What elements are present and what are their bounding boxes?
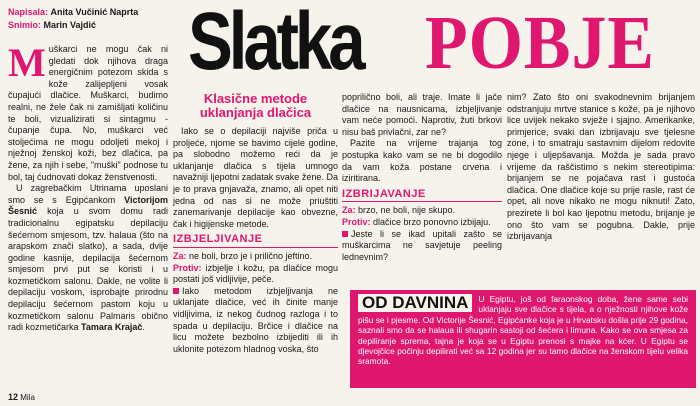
page-footer <box>8 392 35 402</box>
page-number: 12 <box>8 392 19 402</box>
photographer-name: Marin Vajdić <box>43 20 97 30</box>
col3-paragraph-2: Pazite na vrijeme trajanja tog postupka kako vam se ne bi dogodilo da vam koža postane crvena i iziritirana. <box>342 138 502 184</box>
shaving-paragraph <box>342 229 502 264</box>
pro-label: Za: <box>342 205 356 216</box>
headline <box>188 0 700 86</box>
shaving-pro <box>342 205 502 217</box>
classic-paragraph: Iako se o depilaciji najviše priča u proljeće, njome se bavimo cijele godine, pa slobodno možemo reći da je uklanjanje dlačica s tijela umnogo navažniji ljepotni zadatak svake žene. Da je to prava gnjavaža, znamo, ali opet niti jedna od nas si ne može priuštiti zanemarivanje depilacije kao obvezne, čak i higijenske metode. <box>173 126 338 229</box>
con-label: Protiv: <box>173 262 202 273</box>
section-heading-shaving: IZBRIJAVANJE <box>342 189 502 203</box>
shaving-con <box>342 217 502 229</box>
con-text: izbjelje i kožu, pa dlačice mogu postati još vidljivije, peče. <box>173 262 338 285</box>
utrine-paragraph <box>8 183 168 334</box>
headline-part2: POBJE <box>425 1 655 85</box>
section-heading-bleaching: IZBJELJIVANJE <box>173 234 338 248</box>
pro-text: brzo, ne boli, nije skupo. <box>355 205 456 216</box>
column-1 <box>8 40 168 334</box>
photo-label: Snimio: <box>8 20 41 30</box>
intro-text: uškarci ne mogu čak ni gledati dok njihova draga energičnim potezom skida s kože zalijepljeni vosak čupajući dlačice. Muškarci, budimo realni, ne žele čak ni zamišljati količinu te boli, vizualizirati si sintagmu - čupanje čupa. No, muškarci već stoljećima ne mogu odoljeti mekoj i nježnoj ženskoj koži, bez dlačica, pa žene, za njih i sebe, "muški" podnose tu bol, taj ćudnovati dokaz ženstvenosti. <box>8 44 168 182</box>
utrine-text-c: . <box>142 322 145 333</box>
pro-text: ne boli, brzo je i prilično jeftino. <box>186 250 313 261</box>
name-tamara: Tamara Krajač <box>81 322 143 333</box>
column-2 <box>173 92 338 355</box>
col4-paragraph: nim? Zato što oni svakodnevnim brijanjem odstranjuju mrtve stanice s kože, pa je njihovo lice uvijek nekako svježe i sjajno. Amerikanke, primjerice, svaki dan izbrijavaju sve tjelesne zone, i to smatraju sastavnim dijelom redovite njege i uljepšavanja. Možda je sada pravo vrijeme da raščistimo s nekim stereotipima: brijanjem se ne pojačava rast i gustoća dlačica. One dlačice koje su prije rasle, rast će opet, ali nove nikako ne mogu niknuti! Zato, prezirete li bol kao ljepotnu metodu, brijanje je ono što vam se pogubna. Dakle, prije izbrijavanja <box>507 92 695 242</box>
subheading: Klasične metode uklanjanja dlačica <box>199 91 312 120</box>
column-3 <box>342 92 502 263</box>
name-victorija: Victorijom Šesnić <box>8 194 168 217</box>
con-text: dlačice brzo ponovno izbijaju. <box>370 216 491 227</box>
bullet-marker <box>342 231 348 237</box>
author-label: Napisala: <box>8 7 49 17</box>
drop-cap: M <box>8 40 46 85</box>
col3-paragraph-1: poprilično boli, ali traje. Imate li jače dlačice na nausnicama, izbjeljivanje vam neće pomoći. Naprotiv, žuti brkovi nisu baš privlačni, zar ne? <box>342 92 502 137</box>
bleaching-text: Iako metodom izbjeljivanja ne uklanjate dlačice, već ih činite manje vidljivima, iz nekog čudnog razloga i to spada u depilaciju. Brčice i dlačice na licu možete bezbolno izbijediti ili ih uklonite potezom hladnog voska, što <box>173 285 338 354</box>
bleaching-pro <box>173 251 338 263</box>
photo-line <box>8 19 138 32</box>
box-title: OD DAVNINA <box>358 294 472 312</box>
magazine-name: Mila <box>20 393 35 402</box>
author-name: Anita Vučinić Naprta <box>50 7 139 17</box>
author-line <box>8 6 138 19</box>
shaving-text: Jeste li se ikad upitali zašto se muškarcima ne savjetuje peeling lednevnim? <box>342 228 502 262</box>
bullet-marker <box>173 288 179 294</box>
bleaching-paragraph <box>173 286 338 356</box>
sidebar-box <box>350 290 696 388</box>
utrine-text-a: U zagrebačkim Utrinama uposlani smo se s Egipćankom <box>8 183 168 205</box>
intro-paragraph <box>8 40 168 183</box>
column-4 <box>507 92 695 243</box>
con-label: Protiv: <box>342 216 371 227</box>
bleaching-con <box>173 263 338 286</box>
utrine-text-b: koja u svom domu radi tradicionalnu egipatsku depilaciju šećernom smjesom, tzv. halaua (što na arapskom znači slatko), a sada, dvije godine kasnije, depilacija šećernom smjesom prvi put se koristi i u kozmetičkom salonu. Dakle, ne volite li depilaciju voskom, isprobajte prirodnu depilaciju šećernom pastom koju u kozmetičkom salonu Palmaris obično radi kozmetičarka <box>8 206 168 333</box>
pro-label: Za: <box>173 250 187 261</box>
headline-part1: Slatka <box>188 0 362 87</box>
box-text: U Egiptu, još od faraonskog doba, žene same sebi uklanjaju sve dlačice s tijela, a o nježnosti njihove kože pišu se i pjesme. Od Victorije Šesnić, Egipćanke koja je u Hrvatsku došla prije 29 godina, saznali smo da se halaua ili shugarin sastoji od šećera i limuna. Kako se ova smjesa za depiliranje sprema, tajna je koja se u Egiptu prenosi s majke na kćer. U Egiptu se djevojčice počinju depilirati već sa 12 godina jer su tamo dlačice na ženskom tijelu velika sramota. <box>358 294 688 367</box>
credits <box>8 6 138 32</box>
